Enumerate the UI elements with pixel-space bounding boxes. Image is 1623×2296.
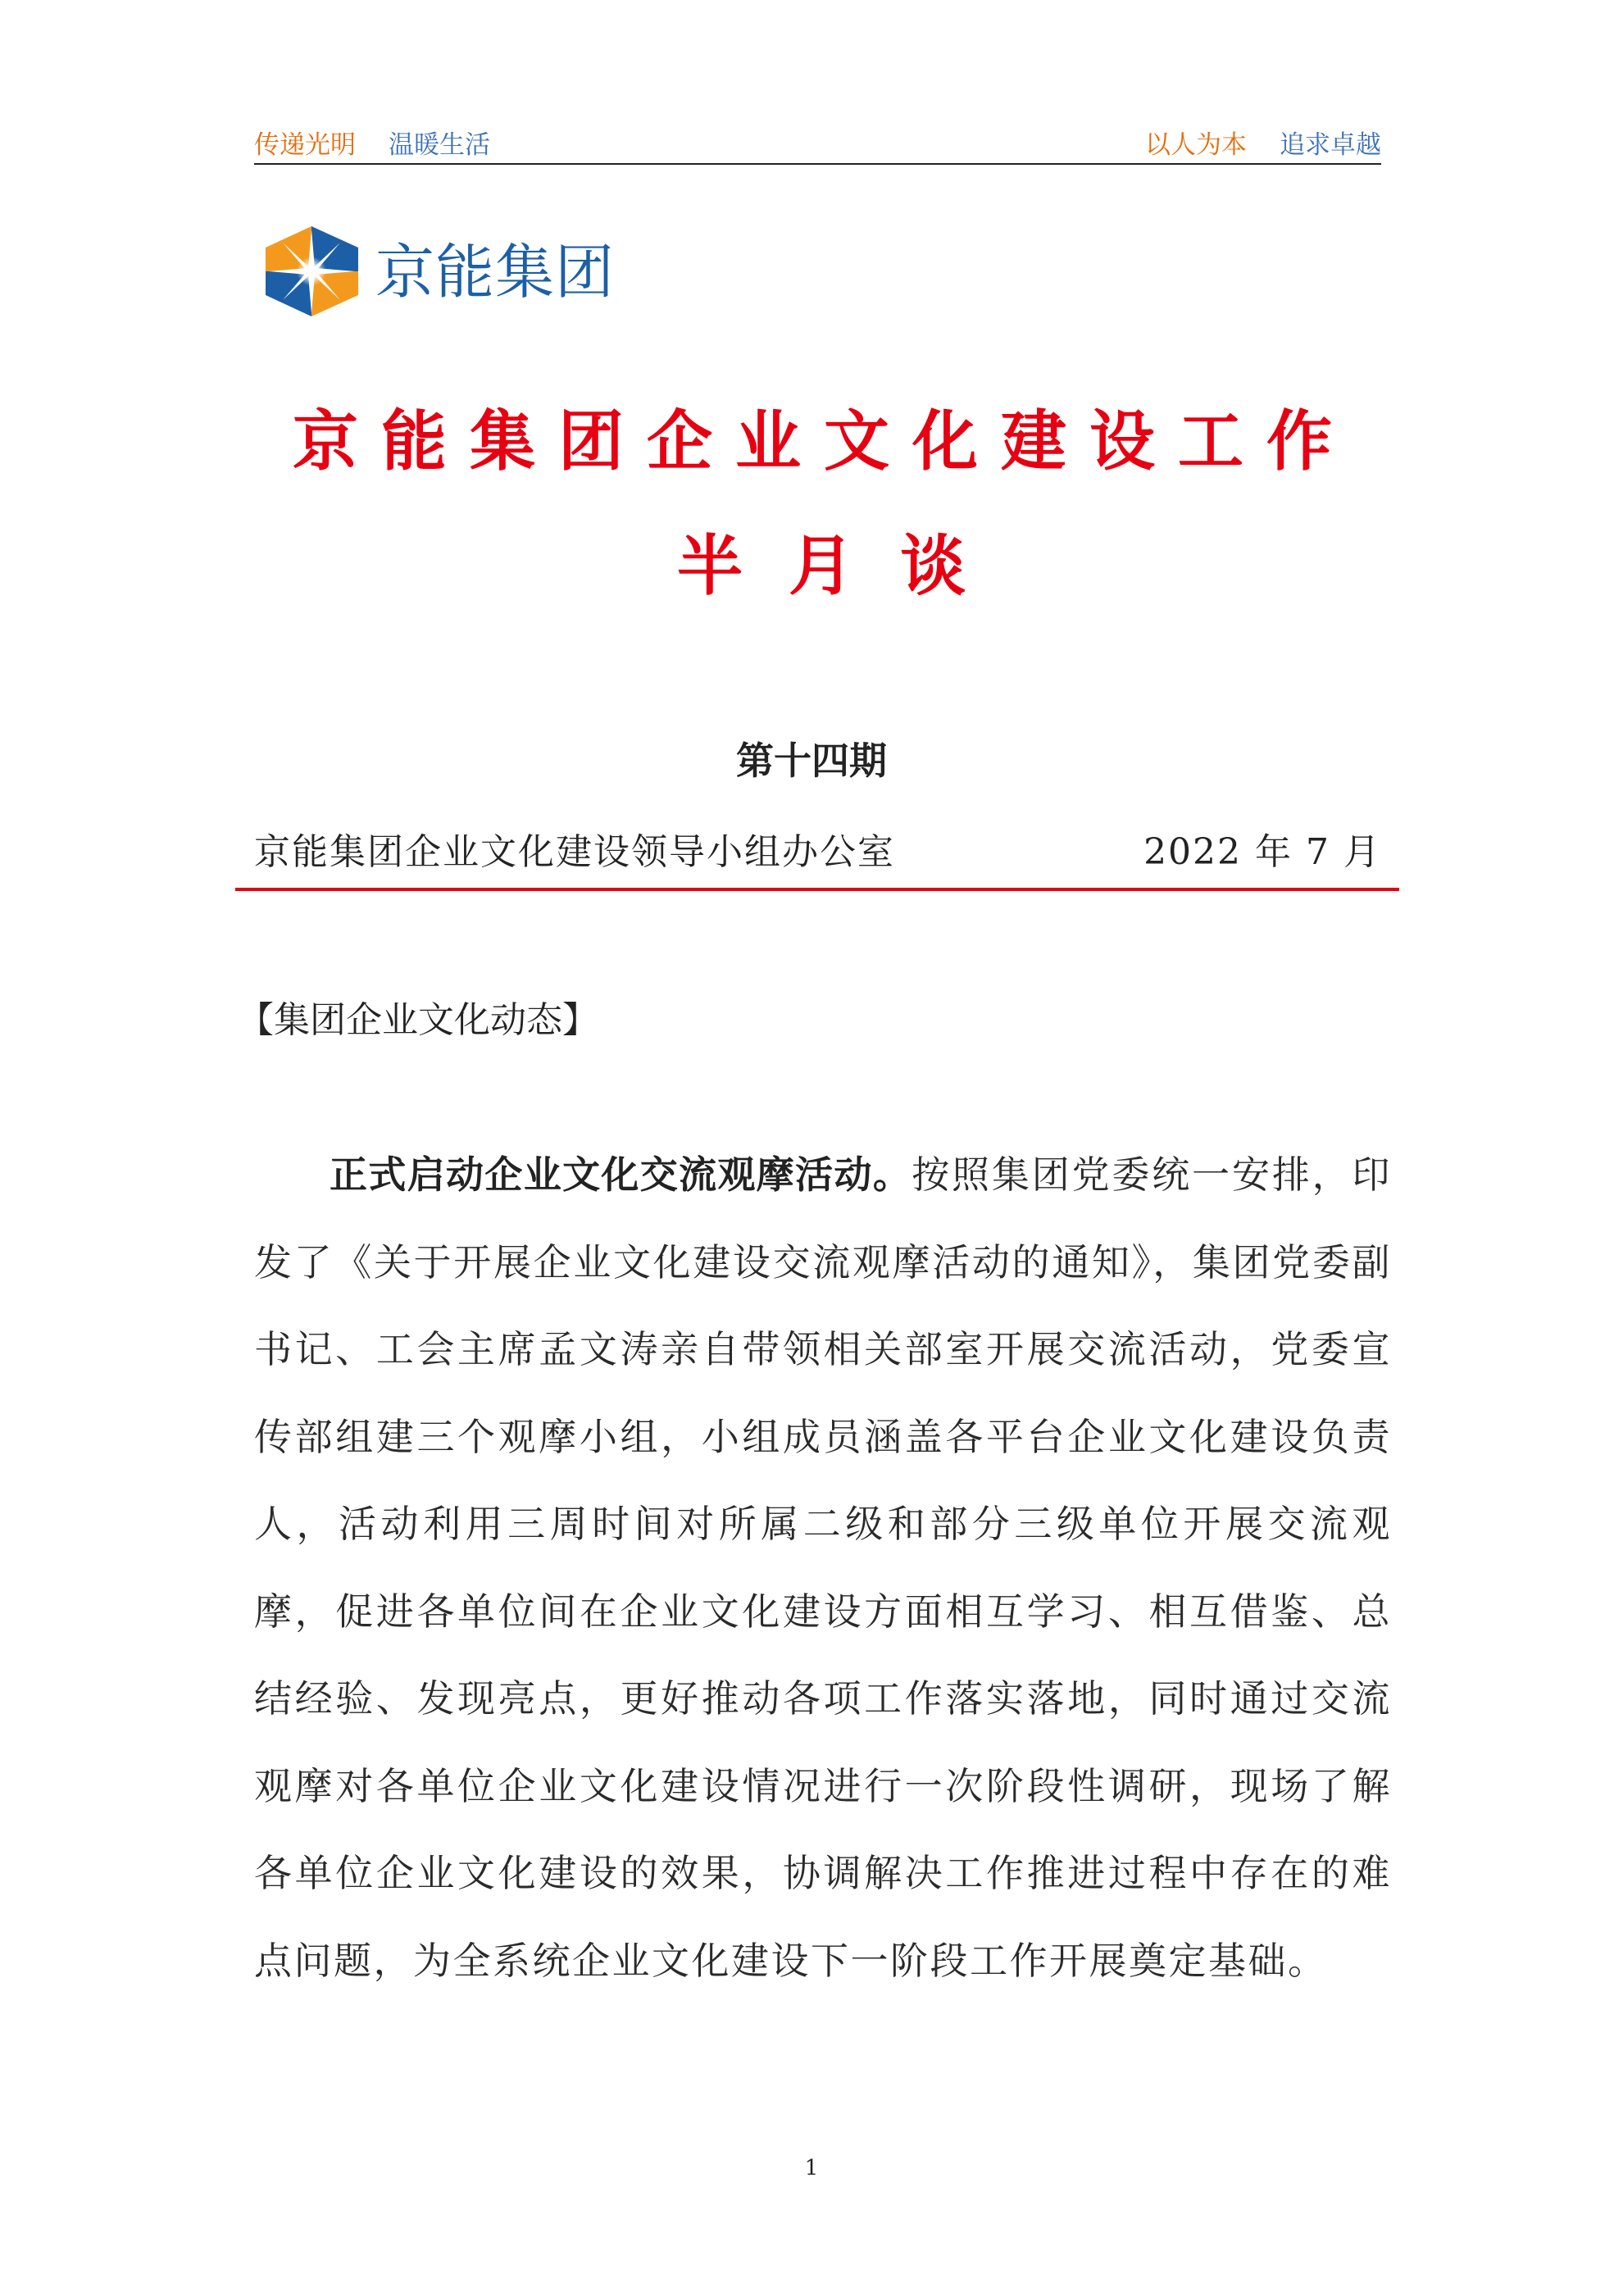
section-heading: 【集团企业文化动态】	[238, 999, 598, 1041]
header-slogan-right-1: 以人为本	[1145, 130, 1247, 160]
header-left-slogans	[254, 127, 490, 163]
header-slogan-left-1: 传递光明	[254, 130, 356, 160]
issue-date: 2022 年 7 月	[1143, 831, 1381, 873]
page-header	[254, 127, 1381, 165]
header-slogan-left-2: 温暖生活	[389, 130, 490, 160]
byline	[254, 824, 1381, 881]
logo-wordmark: 京能集团	[375, 238, 616, 307]
company-logo	[261, 223, 621, 321]
header-right-slogans	[1145, 127, 1381, 163]
document-title-line-2: 半月谈	[677, 527, 1012, 604]
body-paragraph	[254, 1131, 1392, 2004]
starburst-cube-logo-icon	[261, 223, 363, 320]
document-title-line-1: 京能集团企业文化建设工作	[293, 402, 1355, 480]
paragraph-body: 按照集团党委统一安排，印发了《关于开展企业文化建设交流观摩活动的通知》，集团党委副书记、工会主席孟文涛亲自带领相关部室开展交流活动，党委宣传部组建三个观摩小组，小组成员涵盖各平台企业文化建设负责人，活动利用三周时间对所属二级和部分三级单位开展交流观摩，促进各单位间在企业文化建设方面相互学习、相互借鉴、总结经验、发现亮点，更好推动各项工作落实落地，同时通过交流观摩对各单位企业文化建设情况进行一次阶段性调研，现场了解各单位企业文化建设的效果，协调解决工作推进过程中存在的难点问题，为全系统企业文化建设下一阶段工作开展奠定基础。	[254, 1153, 1393, 1983]
paragraph-lead: 正式启动企业文化交流观摩活动。	[330, 1153, 912, 1197]
page-number: 1	[804, 2156, 819, 2180]
red-divider	[235, 888, 1399, 891]
issue-number: 第十四期	[736, 739, 887, 783]
header-slogan-right-2: 追求卓越	[1280, 130, 1381, 160]
issuing-organization: 京能集团企业文化建设领导小组办公室	[254, 831, 895, 873]
